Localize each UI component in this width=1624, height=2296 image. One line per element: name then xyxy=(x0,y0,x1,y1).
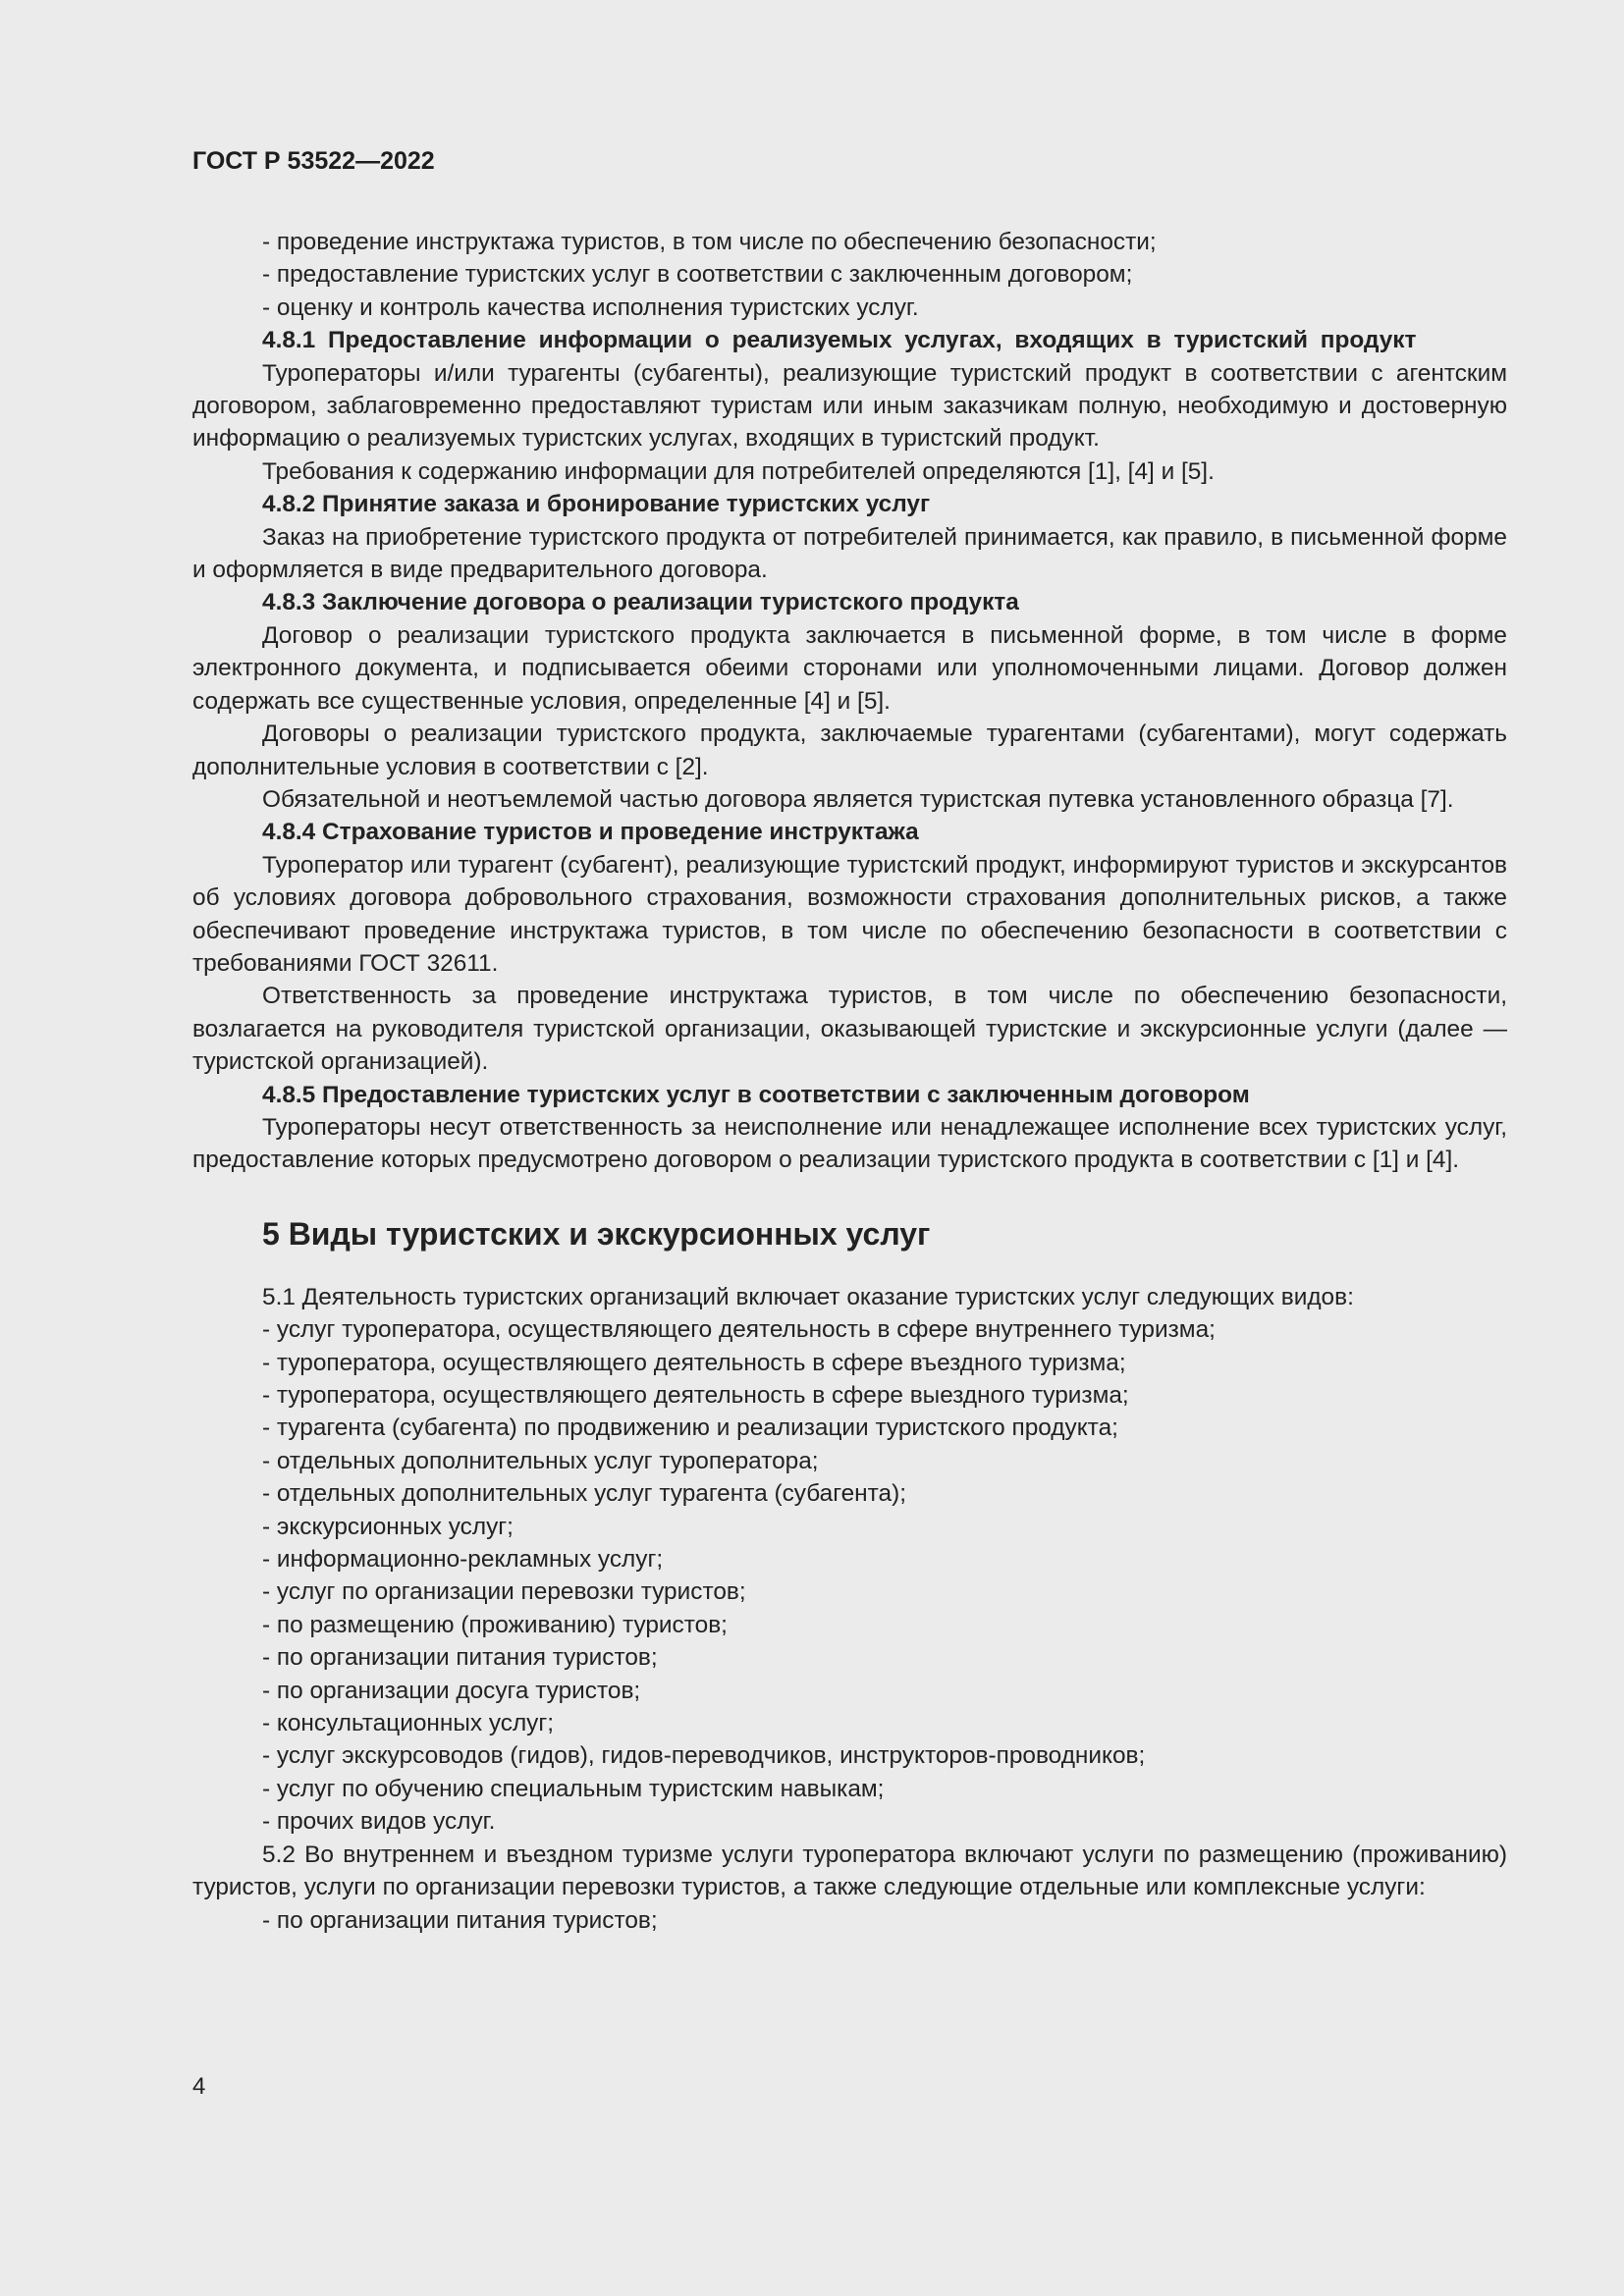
list-item: - информационно-рекламных услуг; xyxy=(262,1546,664,1574)
subsection-title-4-8-4: 4.8.4 Страхование туристов и проведение инструктажа xyxy=(262,819,919,846)
paragraph: 5.1 Деятельность туристских организаций включает оказание туристских услуг следующих видов: xyxy=(262,1283,1354,1310)
page-number: 4 xyxy=(192,2073,206,2100)
list-item: - отдельных дополнительных услуг турагента (субагента); xyxy=(262,1480,906,1508)
subsection-title-4-8-1: 4.8.1 Предоставление информации о реализуемых услугах, входящих в туристский продукт xyxy=(262,327,1417,354)
paragraph: 5.2 Во внутреннем и въездном туризме услуги туроператора включают услуги по размещению (проживанию) туристов, услуги по организации перевозки туристов, а также следующие отдельные или комплексные услуги: xyxy=(192,1841,1507,1901)
subsection-title-4-8-2: 4.8.2 Принятие заказа и бронирование туристских услуг xyxy=(262,491,931,518)
subsection-title-4-8-5: 4.8.5 Предоставление туристских услуг в соответствии с заключенным договором xyxy=(262,1081,1250,1108)
list-item: - по организации досуга туристов; xyxy=(262,1677,641,1704)
paragraph: Обязательной и неотъемлемой частью договора является туристская путевка установленного образца [7]. xyxy=(262,785,1454,813)
page-body xyxy=(192,226,1507,1937)
document-header: ГОСТ Р 53522—2022 xyxy=(192,147,435,175)
paragraph: Туроператоры и/или турагенты (субагенты), реализующие туристский продукт в соответствии с агентским договором, заблаговременно предоставляют туристам или иным заказчикам полную, необходимую и достоверную информацию о реализуемых туристских услугах, входящих в туристский продукт. xyxy=(192,359,1507,453)
list-item: - отдельных дополнительных услуг туроператора; xyxy=(262,1447,819,1474)
paragraph: Договоры о реализации туристского продукта, заключаемые турагентами (субагентами), могут содержать дополнительные условия в соответствии с [2]. xyxy=(192,721,1507,780)
list-item: - предоставление туристских услуг в соответствии с заключенным договором; xyxy=(262,261,1133,289)
paragraph: Ответственность за проведение инструктажа туристов, в том числе по обеспечению безопасности, возлагается на руководителя туристской организации, оказывающей туристские и экскурсионные услуги (далее — туристской организацией). xyxy=(192,983,1507,1076)
paragraph: Требования к содержанию информации для потребителей определяются [1], [4] и [5]. xyxy=(262,457,1215,485)
list-item: - услуг экскурсоводов (гидов), гидов-переводчиков, инструкторов-проводников; xyxy=(262,1742,1146,1770)
list-item: - прочих видов услуг. xyxy=(262,1808,496,1836)
list-item: - оценку и контроль качества исполнения туристских услуг. xyxy=(262,294,919,321)
list-item: - услуг по обучению специальным туристским навыкам; xyxy=(262,1775,885,1802)
list-item: - турагента (субагента) по продвижению и реализации туристского продукта; xyxy=(262,1415,1118,1442)
list-item: - туроператора, осуществляющего деятельность в сфере выездного туризма; xyxy=(262,1382,1129,1409)
paragraph: Заказ на приобретение туристского продукта от потребителей принимается, как правило, в письменной форме и оформляется в виде предварительного договора. xyxy=(192,523,1507,584)
paragraph: Договор о реализации туристского продукта заключается в письменной форме, в том числе в форме электронного документа, и подписывается обеими сторонами или уполномоченными лицами. Договор должен содержать все существенные условия, определенные [4] и [5]. xyxy=(192,621,1507,715)
list-item: - услуг туроператора, осуществляющего деятельность в сфере внутреннего туризма; xyxy=(262,1316,1216,1344)
paragraph: Туроператоры несут ответственность за неисполнение или ненадлежащее исполнение всех туристских услуг, предоставление которых предусмотрено договором о реализации туристского продукта в соответствии с [1] и [4]. xyxy=(192,1113,1507,1174)
list-item: - туроператора, осуществляющего деятельность в сфере въездного туризма; xyxy=(262,1349,1126,1376)
list-item: - по размещению (проживанию) туристов; xyxy=(262,1611,728,1638)
list-item: - по организации питания туристов; xyxy=(262,1906,658,1934)
section-title-5: 5 Виды туристских и экскурсионных услуг xyxy=(262,1215,931,1252)
subsection-title-4-8-3: 4.8.3 Заключение договора о реализации туристского продукта xyxy=(262,589,1019,616)
list-item: - проведение инструктажа туристов, в том числе по обеспечению безопасности; xyxy=(262,229,1157,255)
list-item: - экскурсионных услуг; xyxy=(262,1513,514,1540)
list-item: - консультационных услуг; xyxy=(262,1710,555,1737)
list-item: - по организации питания туристов; xyxy=(262,1644,658,1672)
paragraph: Туроператор или турагент (субагент), реализующие туристский продукт, информируют туристов и экскурсантов об условиях договора добровольного страхования, возможности страхования дополнительных рисков, а также обеспечивают проведение инструктажа туристов, в том числе по обеспечению безопасности в соответствии с требованиями ГОСТ 32611. xyxy=(192,851,1507,977)
list-item: - услуг по организации перевозки туристов; xyxy=(262,1578,746,1606)
